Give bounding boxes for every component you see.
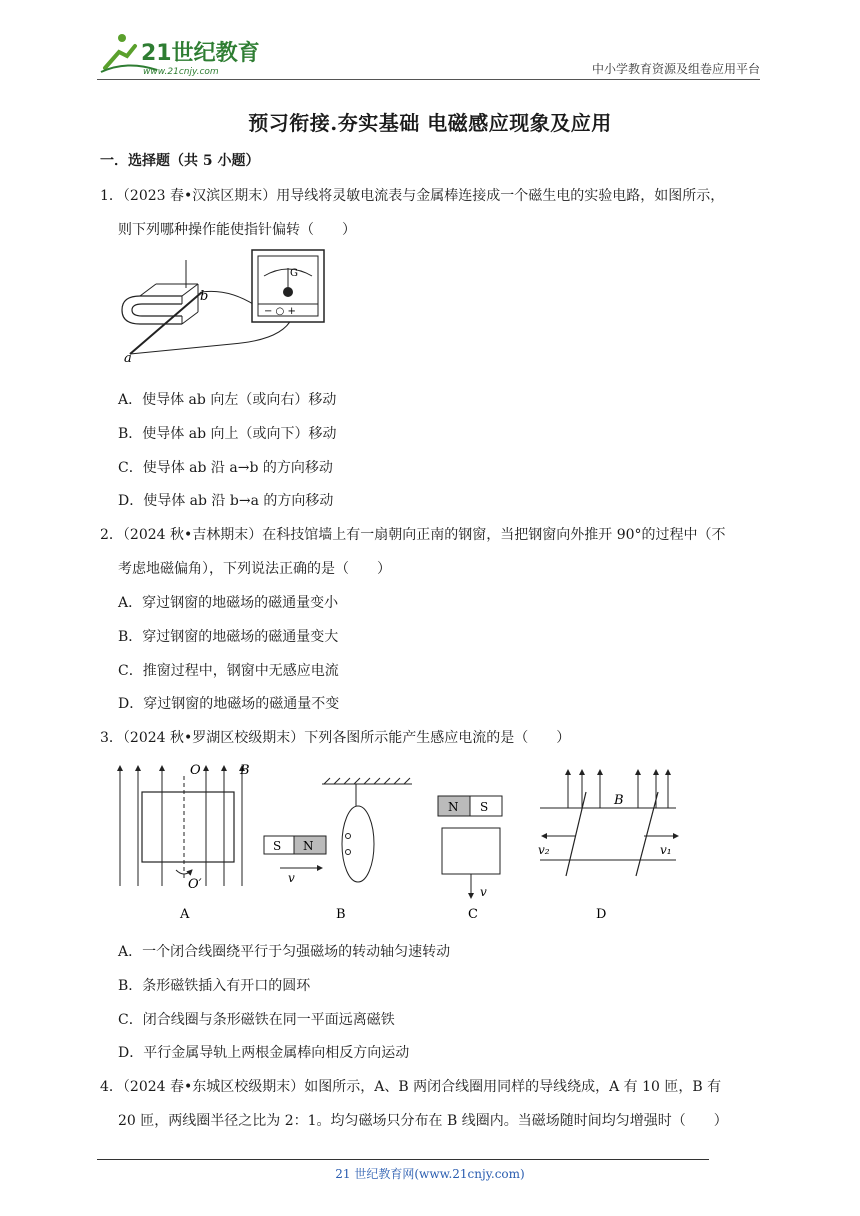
svg-text:a: a (124, 351, 132, 366)
page-title: 预习衔接.夯实基础 电磁感应现象及应用 (248, 111, 612, 135)
question-1-option-b[interactable]: B．使导体 ab 向上（或向下）移动 (118, 426, 337, 442)
svg-text:v: v (288, 871, 295, 885)
question-1-option-c[interactable]: C．使导体 ab 沿 a→b 的方向移动 (118, 460, 333, 476)
svg-text:O′: O′ (188, 877, 202, 892)
svg-text:B: B (614, 793, 624, 808)
question-2-option-d[interactable]: D．穿过钢窗的地磁场的磁通量不变 (118, 696, 340, 712)
question-2-option-a[interactable]: A．穿过钢窗的地磁场的磁通量变小 (118, 595, 339, 611)
svg-text:21世纪教育: 21世纪教育 (141, 41, 260, 66)
svg-text:v₁: v₁ (660, 843, 672, 857)
svg-text:G: G (290, 268, 298, 279)
svg-text:A: A (180, 907, 190, 922)
svg-text:O: O (190, 763, 201, 778)
svg-text:b: b (200, 289, 209, 304)
question-1-line-1: 1．（2023 春•汉滨区期末）用导线将灵敏电流表与金属棒连接成一个磁生电的实验电路，如图所示， (100, 188, 725, 204)
question-2-line-1: 2．（2024 秋•吉林期末）在科技馆墙上有一扇朝向正南的钢窗，当把钢窗向外推开 90°的过程中（不 (100, 527, 726, 543)
question-2-option-c[interactable]: C．推窗过程中，钢窗中无感应电流 (118, 663, 339, 679)
section-heading: 一．选择题（共 5 小题） (100, 153, 260, 169)
svg-text:v: v (480, 885, 487, 899)
question-2-option-b[interactable]: B．穿过钢窗的地磁场的磁通量变大 (118, 629, 339, 645)
svg-text:S: S (480, 800, 489, 814)
svg-text:C: C (468, 907, 478, 922)
question-2-line-2: 考虑地磁偏角），下列说法正确的是（ ） (118, 561, 391, 577)
platform-name: 中小学教育资源及组卷应用平台 (591, 62, 760, 76)
figure-3c-coil-away-magnet (438, 796, 502, 922)
figure-1-galvanometer-circuit (112, 248, 332, 368)
figure-3-options-abcd (110, 756, 690, 926)
svg-text:D: D (596, 907, 607, 922)
question-4-line-1: 4．（2024 春•东城区校级期末）如图所示，A、B 两闭合线圈用同样的导线绕成，A 有 10 匝，B 有 (100, 1079, 722, 1095)
question-3-option-b[interactable]: B．条形磁铁插入有开口的圆环 (118, 978, 311, 994)
question-3-option-a[interactable]: A．一个闭合线圈绕平行于匀强磁场的转动轴匀速转动 (118, 944, 451, 960)
footer-link[interactable]: 21 世纪教育网(www.21cnjy.com) (335, 1167, 525, 1181)
question-3-option-d[interactable]: D．平行金属导轨上两根金属棒向相反方向运动 (118, 1045, 410, 1061)
question-4-line-2: 20 匝，两线圈半径之比为 2：1。均匀磁场只分布在 B 线圈内。当磁场随时间均匀增强时（ ） (118, 1113, 728, 1129)
svg-text:v₂: v₂ (538, 843, 550, 857)
page-header (97, 30, 760, 82)
figure-3d-rails-rods (538, 770, 678, 922)
question-1-option-d[interactable]: D．使导体 ab 沿 b→a 的方向移动 (118, 493, 334, 509)
svg-text:B: B (336, 907, 346, 922)
svg-text:N: N (448, 800, 459, 814)
site-logo (97, 30, 267, 78)
svg-text:N: N (303, 839, 314, 853)
question-1-line-2: 则下列哪种操作能使指针偏转（ ） (118, 222, 356, 238)
header-divider (97, 79, 760, 80)
svg-text:S: S (273, 839, 282, 853)
svg-text:− ○ +: − ○ + (264, 306, 296, 317)
svg-text:www.21cnjy.com: www.21cnjy.com (143, 67, 219, 77)
question-3-option-c[interactable]: C．闭合线圈与条形磁铁在同一平面远离磁铁 (118, 1012, 395, 1028)
footer-divider (97, 1159, 709, 1160)
svg-text:B: B (240, 763, 250, 778)
figure-3a-rotating-coil (120, 763, 250, 922)
question-3-line-1: 3．（2024 秋•罗湖区校级期末）下列各图所示能产生感应电流的是（ ） (100, 730, 571, 746)
figure-3b-magnet-open-ring (264, 778, 412, 922)
question-1-option-a[interactable]: A．使导体 ab 向左（或向右）移动 (118, 392, 337, 408)
